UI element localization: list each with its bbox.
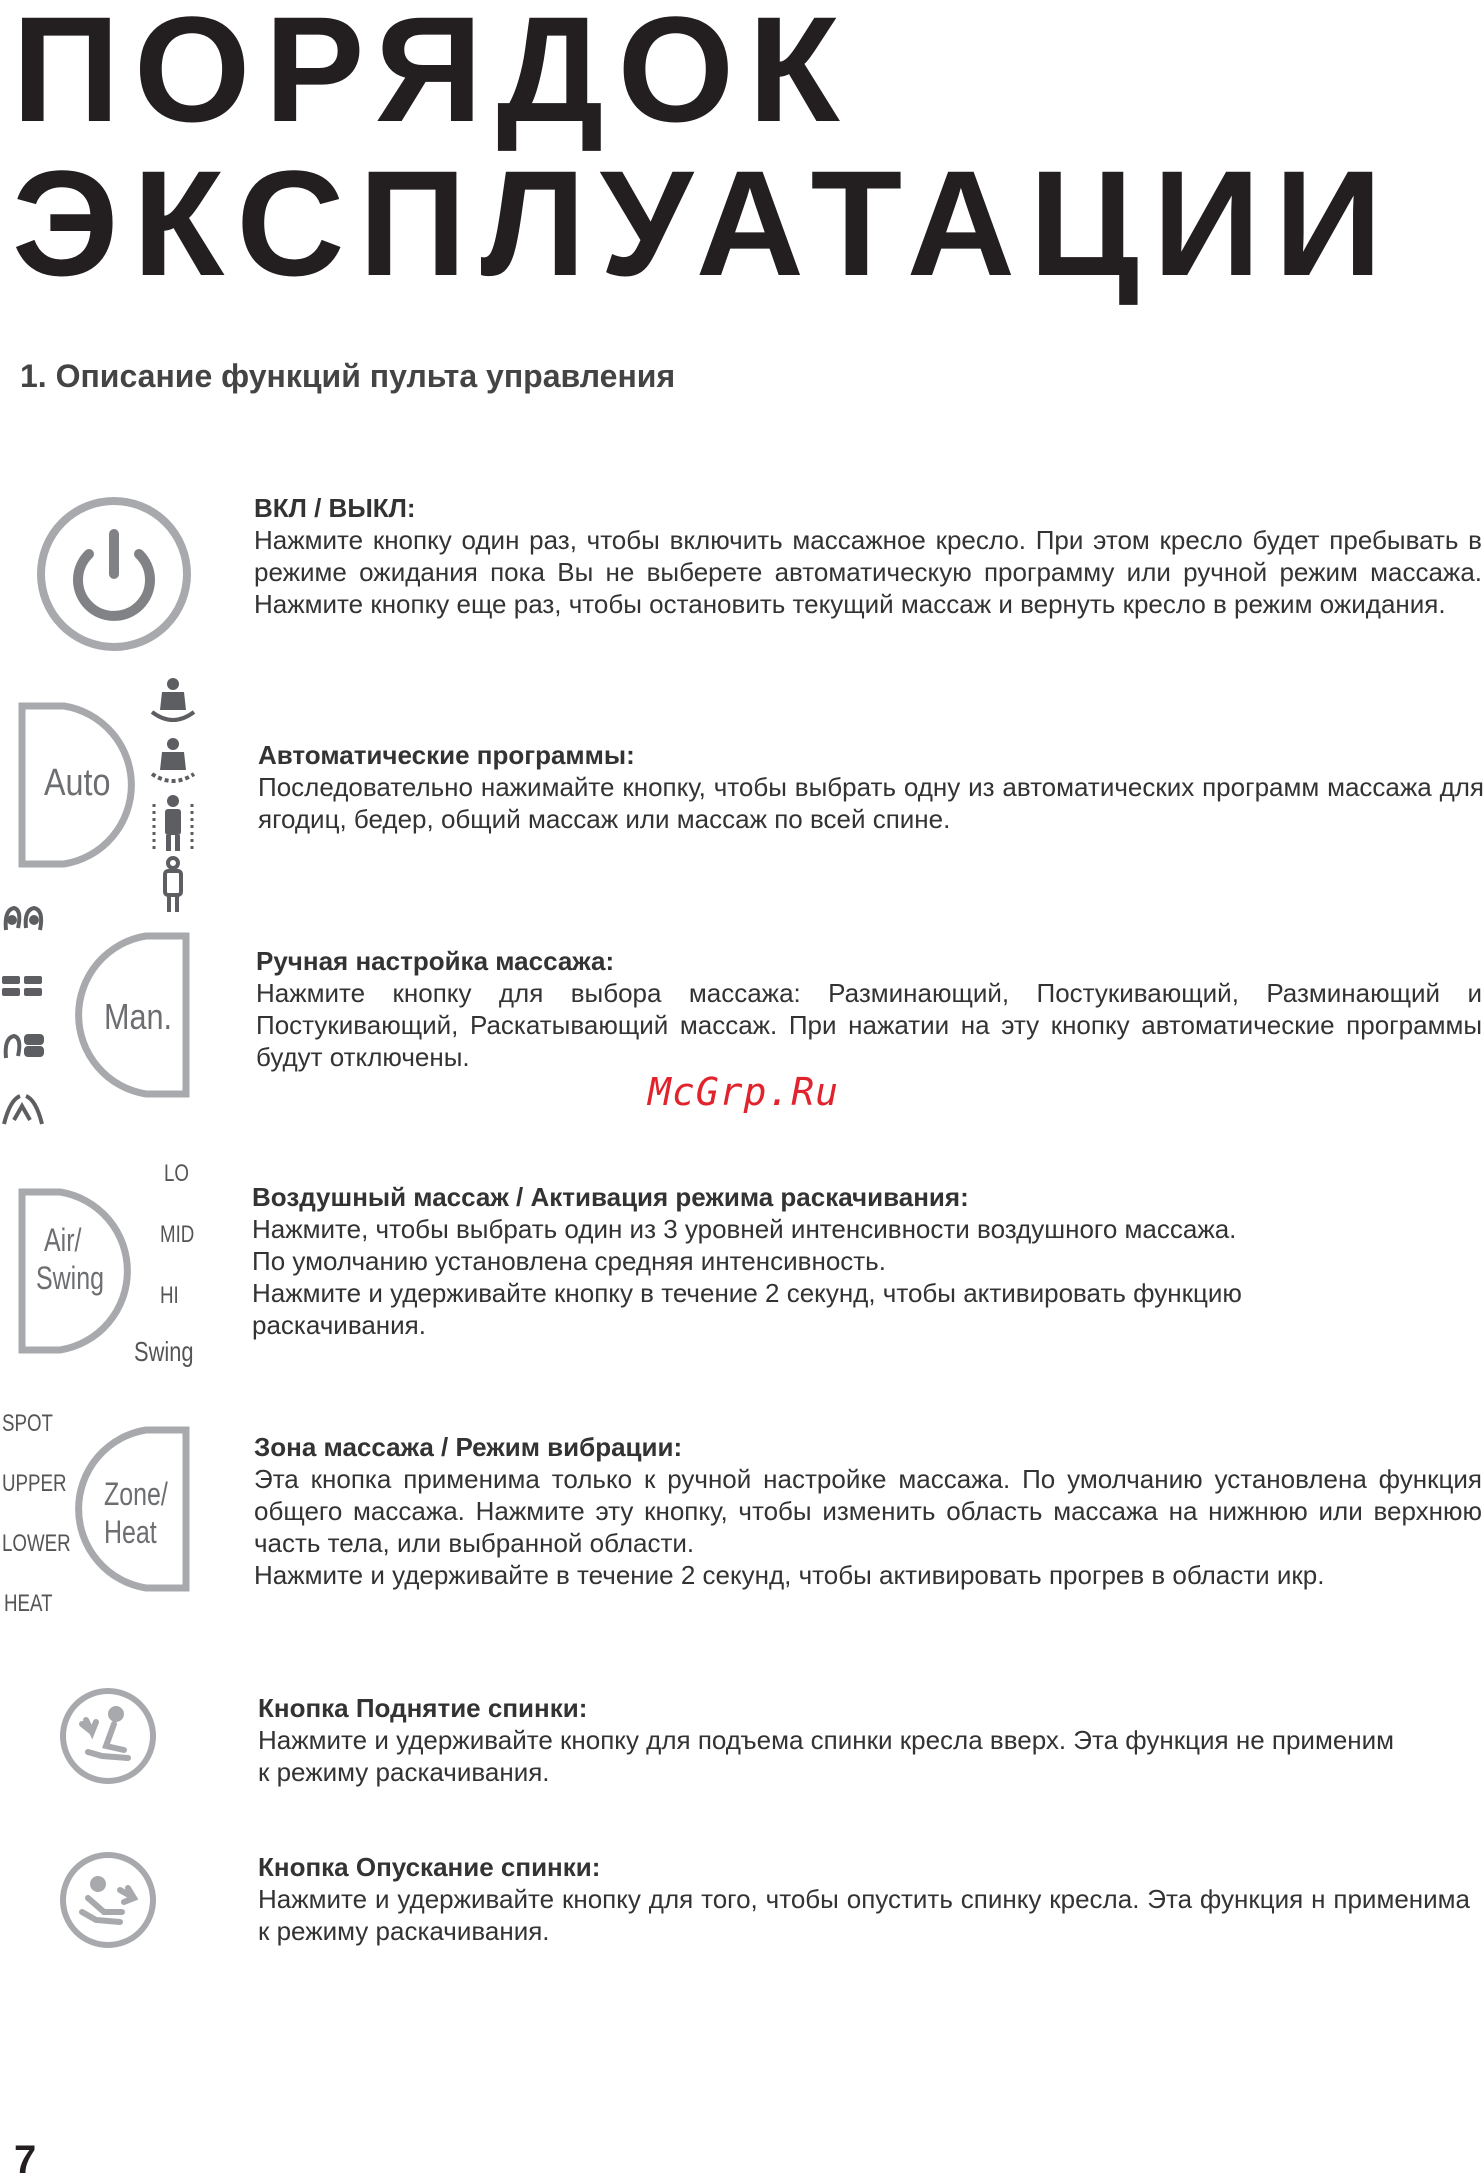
kneading-icon bbox=[6, 908, 41, 930]
full-body-icon bbox=[154, 795, 192, 851]
zone-heading: Зона массажа / Режим вибрации: bbox=[254, 1432, 683, 1462]
back-down-description bbox=[258, 1851, 1470, 1947]
auto-modes-icons bbox=[148, 676, 198, 916]
back-down-text: Нажмите и удерживайте кнопку для того, чтобы опустить спинку кресла. Эта функция н применима к режиму раскачивания. bbox=[258, 1884, 1470, 1946]
air-heading: Воздушный массаж / Активация режима раскачивания: bbox=[252, 1182, 969, 1212]
page-number: 7 bbox=[14, 2138, 37, 2182]
knead-tap-icon bbox=[6, 1036, 42, 1058]
auto-heading: Автоматические программы: bbox=[258, 740, 635, 770]
back-up-description bbox=[258, 1692, 1478, 1788]
zone-text-2: Нажмите и удерживайте в течение 2 секунд, чтобы активировать прогрев в области икр. bbox=[254, 1560, 1325, 1590]
power-description bbox=[254, 492, 1482, 620]
recline-up-icon bbox=[82, 1709, 128, 1758]
back-massage-icon bbox=[152, 678, 194, 720]
section-title: 1. Описание функций пульта управления bbox=[20, 358, 676, 394]
auto-description bbox=[258, 739, 1484, 835]
air-level-lo: LO bbox=[164, 1160, 189, 1187]
zone-heat-label-2: Heat bbox=[104, 1514, 157, 1550]
back-up-button bbox=[58, 1686, 158, 1786]
tapping-icon bbox=[2, 976, 42, 996]
manual-button-label: Man. bbox=[104, 996, 173, 1037]
air-text-line-3: Нажмите и удерживайте кнопку в течение 2 секунд, чтобы активировать функцию bbox=[252, 1278, 1242, 1308]
rolling-icon bbox=[4, 1096, 42, 1124]
back-up-text-line-1: Нажмите и удерживайте кнопку для подъема спинки кресла вверх. Эта функция не применим bbox=[258, 1725, 1395, 1755]
air-text-line-2: По умолчанию установлена средняя интенсивность. bbox=[252, 1246, 886, 1276]
air-level-swing: Swing bbox=[134, 1336, 194, 1367]
air-swing-label-2: Swing bbox=[36, 1260, 104, 1296]
power-text: Нажмите кнопку один раз, чтобы включить массажное кресло. При этом кресло будет пребывать в режиме ожидания пока Вы не выберете автоматическую программу или ручной режим массажа. Нажмите кнопку еще раз, чтобы остановить текущий массаж и вернуть кресло в режим ожидания. bbox=[254, 525, 1482, 619]
back-down-heading: Кнопка Опускание спинки: bbox=[258, 1852, 601, 1882]
air-description bbox=[252, 1181, 1412, 1341]
zone-heat-label-1: Zone/ bbox=[104, 1476, 168, 1512]
air-level-hi: HI bbox=[160, 1282, 179, 1309]
recline-down-icon bbox=[82, 1879, 134, 1922]
page-title-line-1: ПОРЯДОК bbox=[12, 0, 854, 153]
manual-modes-icons bbox=[0, 900, 48, 1140]
page-title-line-2: ЭКСПЛУАТАЦИИ bbox=[12, 139, 1397, 307]
air-level-mid: MID bbox=[160, 1221, 195, 1248]
zone-level-spot: SPOT bbox=[2, 1410, 53, 1437]
back-down-button bbox=[58, 1850, 158, 1950]
back-up-heading: Кнопка Поднятие спинки: bbox=[258, 1693, 588, 1723]
power-icon bbox=[78, 534, 150, 616]
air-text-line-4: раскачивания. bbox=[252, 1310, 426, 1340]
zone-level-upper: UPPER bbox=[2, 1470, 67, 1497]
standing-body-icon bbox=[165, 858, 181, 912]
air-swing-label-1: Air/ bbox=[44, 1222, 82, 1258]
zone-text: Эта кнопка применима только к ручной настройке массажа. По умолчанию установлена функция общего массажа. Нажмите эту кнопку, чтобы изменить область массажа на нижнюю или верхнюю часть тела, или выбранной области. bbox=[254, 1464, 1482, 1558]
air-text-line-1: Нажмите, чтобы выбрать один из 3 уровней интенсивности воздушного массажа. bbox=[252, 1214, 1237, 1244]
zone-description bbox=[254, 1431, 1482, 1591]
manual-description bbox=[256, 945, 1482, 1073]
power-heading: ВКЛ / ВЫКЛ: bbox=[254, 493, 416, 523]
zone-level-lower: LOWER bbox=[2, 1530, 71, 1557]
zone-level-heat: HEAT bbox=[4, 1590, 53, 1617]
watermark: McGrp.Ru bbox=[648, 1070, 840, 1114]
manual-heading: Ручная настройка массажа: bbox=[256, 946, 615, 976]
manual-text: Нажмите кнопку для выбора массажа: Разминающий, Постукивающий, Разминающий и Постукивающий, Раскатывающий массаж. При нажатии на эту кнопку автоматические программы будут отключены. bbox=[256, 978, 1482, 1072]
seat-massage-icon bbox=[152, 738, 194, 781]
power-button bbox=[34, 494, 194, 654]
back-up-text-line-2: к режиму раскачивания. bbox=[258, 1757, 550, 1787]
auto-button-label: Auto bbox=[44, 762, 111, 804]
auto-text: Последовательно нажимайте кнопку, чтобы выбрать одну из автоматических программ массажа для ягодиц, бедер, общий массаж или массаж по всей спине. bbox=[258, 772, 1484, 834]
